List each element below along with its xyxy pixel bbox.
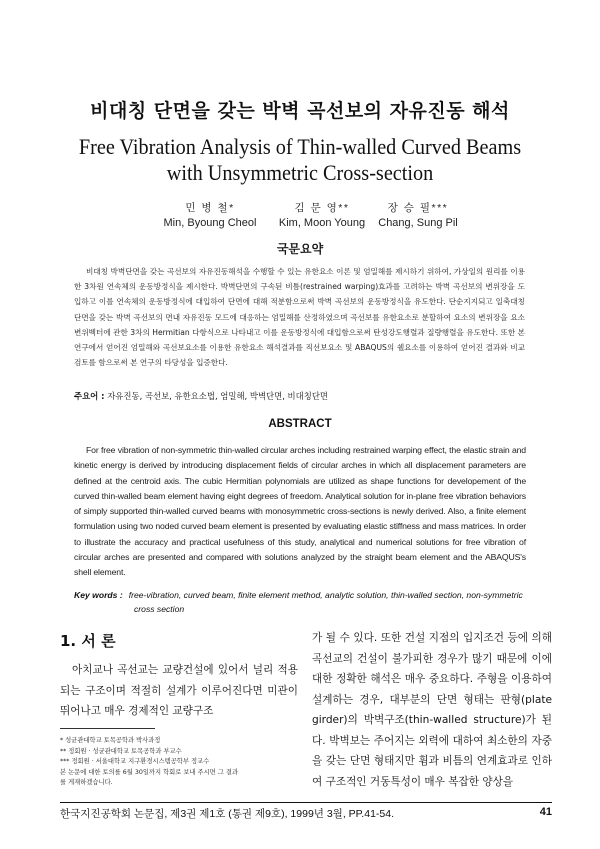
paper-title-english-line2: with Unsymmetric Cross-section	[166, 160, 434, 185]
section-1-left-column: 아치교나 곡선교는 교량건설에 있어서 널리 적용되는 구조이며 적절히 설계가 이루어진다면 미관이 뛰어나고 매우 경제적인 교량구조	[60, 664, 298, 717]
section-1-heading: 1. 서 론	[60, 632, 116, 650]
paper-title-korean: 비대칭 단면을 갖는 박벽 곡선보의 자유진동 해석	[90, 100, 510, 122]
author-3-name-ko: 장 승 필***	[387, 202, 449, 214]
footnote-4: 본 논문에 대한 토의를 6월 30일까지 학회로 보내 주시면 그 결과	[60, 768, 239, 776]
english-keywords-line1: free-vibration, curved beam, finite element method, analytic solution, thin-walled section, non-symmetric	[128, 590, 523, 600]
author-1-name-en: Min, Byoung Cheol	[163, 217, 257, 229]
footer-citation: 한국지진공학회 논문집, 제3권 제1호 (통권 제9호), 1999년 3월, PP.41-54.	[60, 808, 395, 820]
korean-abstract-body: 비대칭 박벽단면을 갖는 곡선보의 자유진동해석을 수행할 수 있는 유한요소 이론 및 엄밀해를 제시하기 위하여, 가상일의 원리를 이용한 3차원 연속체의 운동방정식을 제시한다. 박벽단면의 구속된 비틈(restrained warping)효과를 고려하는 박벽 곡선보의 변위장을 도입하고 이를 연속체의 운동방정식에 대입하여 단면에 대해 적분함으로써 박벽 곡선보의 운동방정식을 유도한다. 단순지지되고 일축대칭단면을 갖는 박벽 곡선보의 면내 자유진동 모드에 대응하는 엄밀해를 산정하였으며 곡선보를 유한요소로 분할하여 요소의 변위장을 요소 변위벡터에 관한 3차의 Hermitian 다항식으로 나타내고 이를 운동방정식에 대입함으로써 탄성강도행렬과 질량행렬을 유도한다. 또한 본 연구에서 얻어진 엄밀해와 곡선보요소를 이용한 유한요소 해석결과를 직선보요소 및 ABAQUS의 쉘요소를 이용하여 얻어진 결과와 비교 검토를 함으로써 본 연구의 타당성을 입증한다.	[74, 267, 525, 368]
korean-abstract-heading: 국문요약	[276, 242, 324, 256]
author-2-name-ko: 김 문 영**	[294, 202, 350, 214]
footnote-2: ** 정회원 · 성균관대학교 토목공학과 부교수	[60, 747, 182, 755]
english-keywords-label: Key words :	[74, 590, 123, 600]
english-abstract-heading: ABSTRACT	[268, 418, 332, 430]
section-1-right-column: 가 될 수 있다. 또한 건설 지점의 입지조건 등에 의해 곡선교의 건설이 불가피한 경우가 많기 때문에 이에 대한 정확한 해석은 매우 중요하다. 주형을 이용하여 설계하는 경우, 대부분의 단면 형태는 판형(plate girder)의 박벽구조(thin-walled structure)가 된다. 박벽보는 주어지는 외력에 대하여 최소한의 자중을 갖는 단면 형태지만 휨과 비틈의 연계효과로 인하여 구조적인 거동특성이 매우 복잡한 양상을	[312, 632, 552, 788]
author-3	[358, 201, 478, 231]
author-2-name-en: Kim, Moon Young	[278, 217, 366, 229]
korean-keywords-list: 자유진동, 곡선보, 유한요소법, 엄밀해, 박벽단면, 비대칭단면	[107, 391, 329, 401]
footnote-5: 를 게재하겠습니다.	[60, 779, 113, 786]
footnote-1: * 성균관대학교 토목공학과 박사과정	[60, 737, 161, 744]
paper-title-english-line1: Free Vibration Analysis of Thin-walled Curved Beams	[78, 134, 522, 159]
author-3-name-en: Chang, Sung Pil	[378, 217, 458, 229]
author-1-name-ko: 민 병 철*	[185, 202, 235, 214]
footnotes	[60, 736, 300, 789]
korean-keywords	[74, 389, 534, 403]
footnote-divider	[60, 728, 155, 729]
english-abstract-body: For free vibration of non-symmetric thin-walled circular arches including restrained warping effect, the elastic strain and kinetic energy is derived by introducing displacement fields of circular arches in which all displacement parameters are defined at the centroid axis. The cubic Hermitian polynomials are utilized as shape functions for developement of the curved thin-walled beam element having eight degrees of freedom. Analytical solution for in-plane free vibration behaviors of simply supported thin-walled curved beams with monosymmetric cross-sections is newly derived. Also, a finite element formulation using two noded curved beam element is presented by evaluating elastic stiffness and mass matrices. In order to illustrate the accuracy and practical usefulness of this study, analytical and numerical solutions for free vibration of circular arches are presented and compared with solutions analyzed by the straight beam element and the ABAQUS's shell element.	[74, 445, 526, 578]
english-keywords-line2: cross section	[134, 604, 185, 614]
english-keywords	[74, 588, 526, 616]
korean-keywords-label: 주요어 :	[74, 391, 105, 401]
author-1	[150, 201, 270, 231]
footer-divider	[60, 802, 552, 803]
footnote-3: *** 정회원 · 서울대학교 지구환경시스템공학부 정교수	[60, 758, 210, 765]
page-number: 41	[539, 806, 552, 818]
